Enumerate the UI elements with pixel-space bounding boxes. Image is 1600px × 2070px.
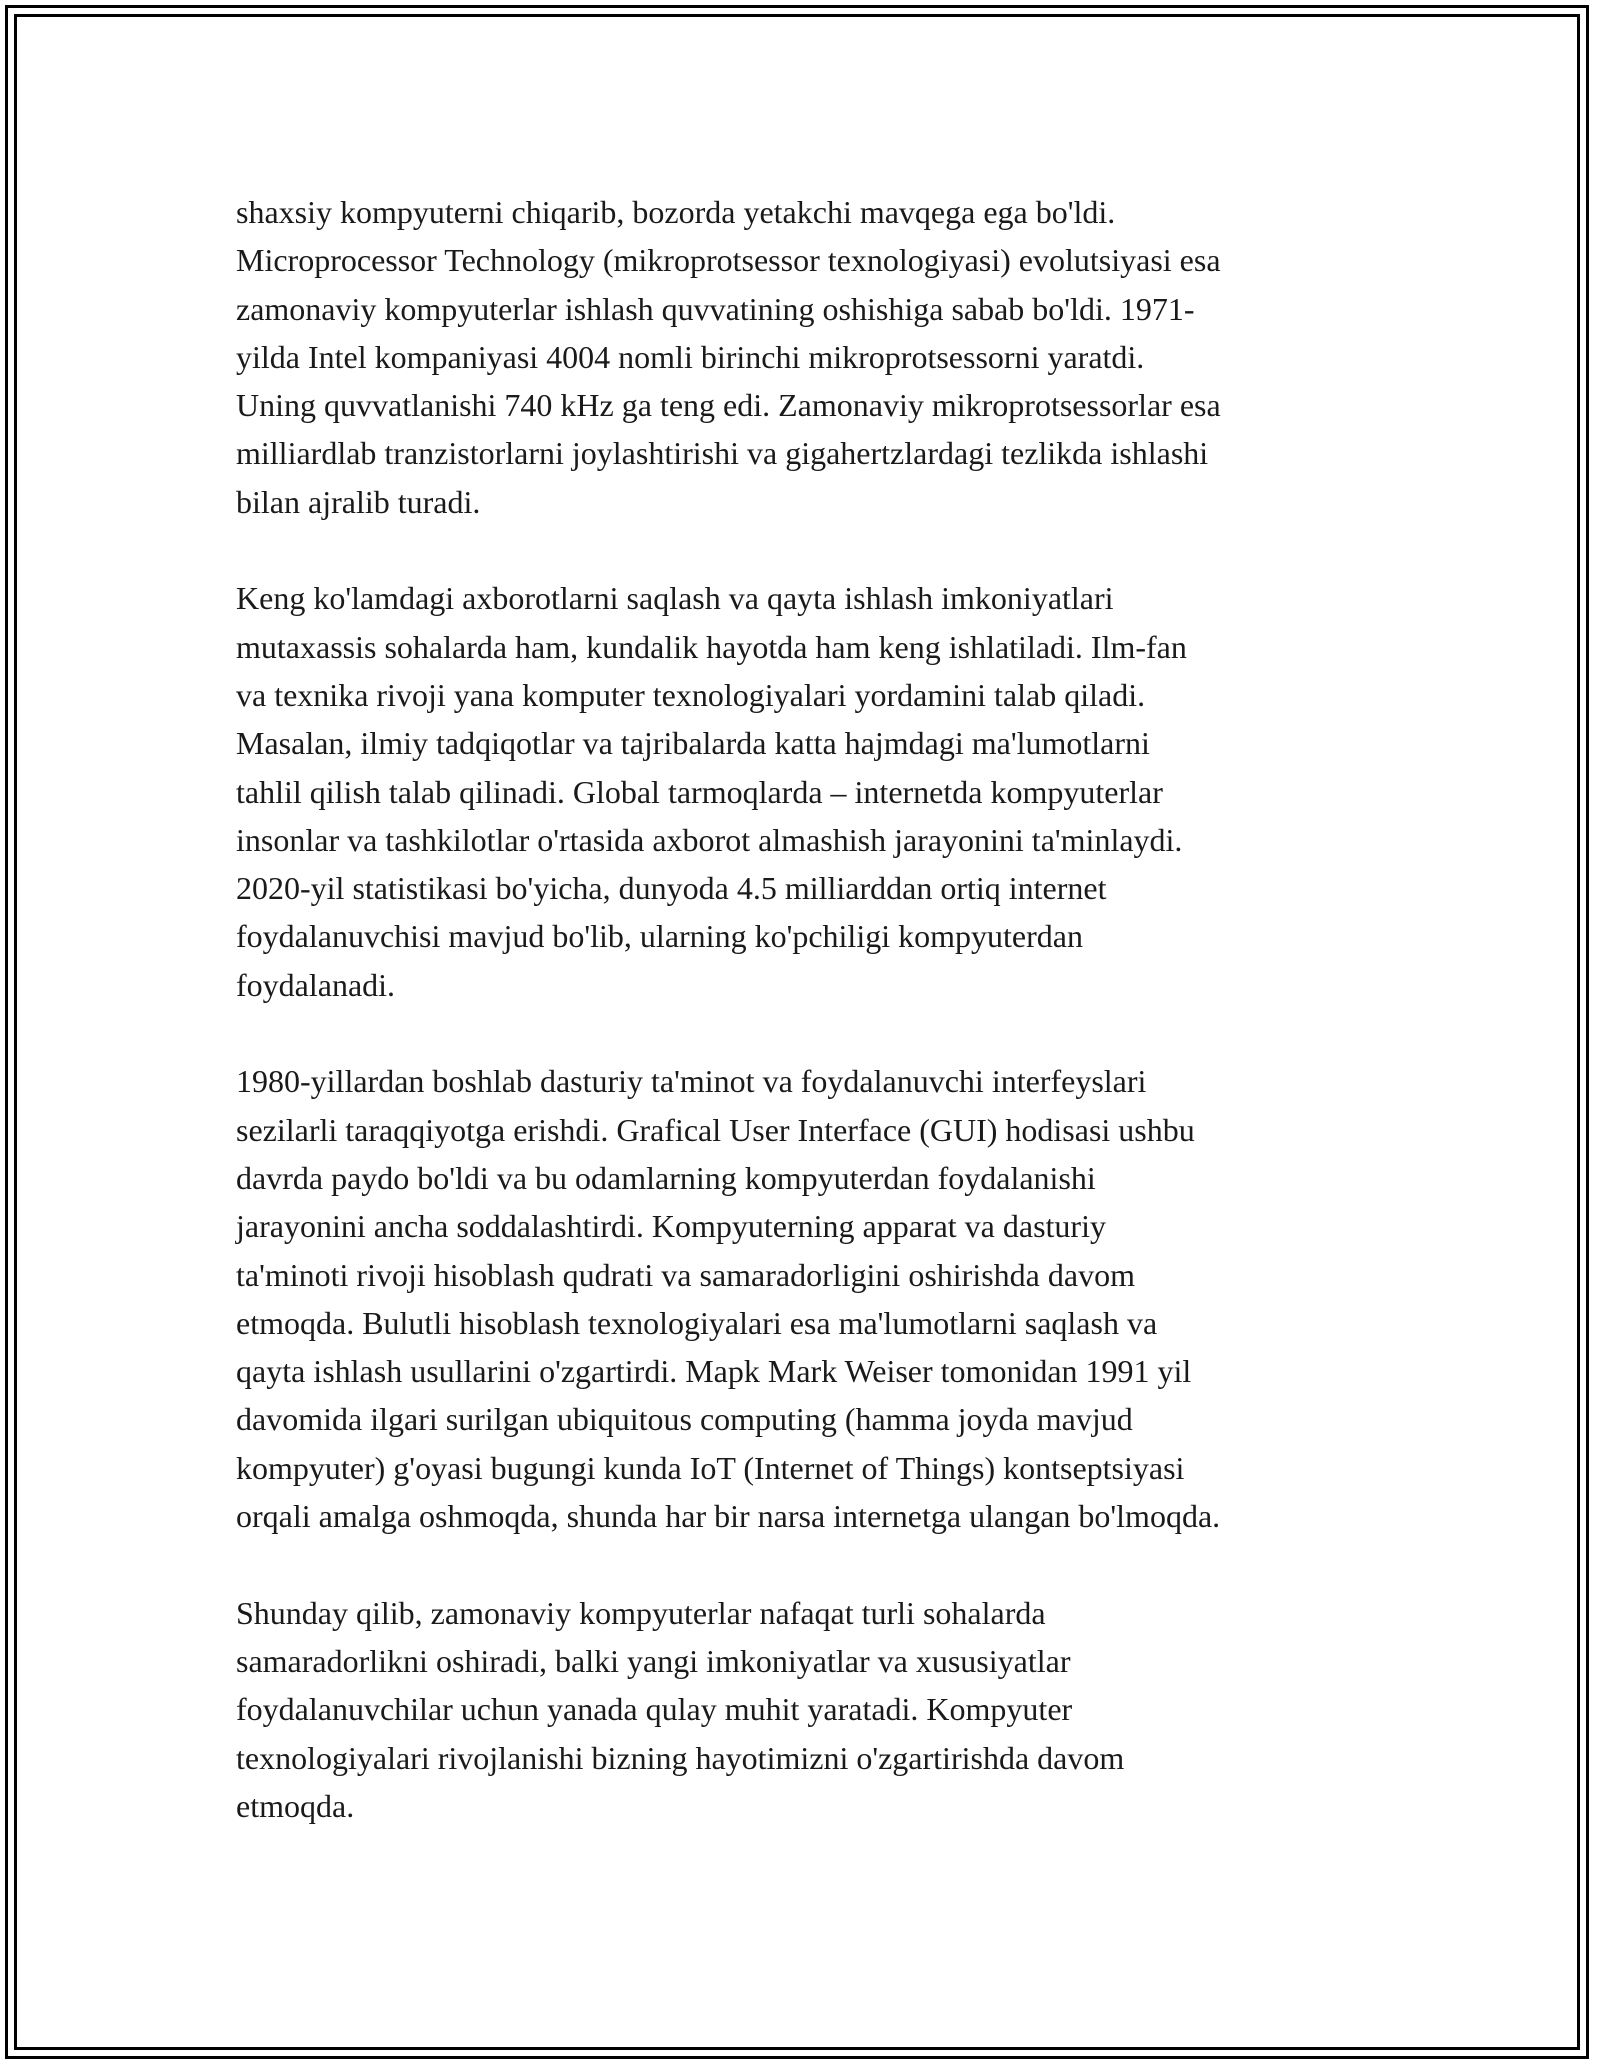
text-line: Masalan, ilmiy tadqiqotlar va tajribalarda katta hajmdagi ma'lumotlarni [236, 725, 1150, 762]
text-line: yilda Intel kompaniyasi 4004 nomli birinchi mikroprotsessorni yaratdi. [236, 338, 1145, 375]
paragraph-4 [236, 1589, 1376, 1830]
text-line: qayta ishlash usullarini o'zgartirdi. Mapk Mark Weiser tomonidan 1991 yil [236, 1353, 1192, 1390]
text-line: davrda paydo bo'ldi va bu odamlarning kompyuterdan foydalanishi [236, 1159, 1096, 1196]
text-line: etmoqda. Bulutli hisoblash texnologiyalari esa ma'lumotlarni saqlash va [236, 1304, 1158, 1341]
text-line: texnologiyalari rivojlanishi bizning hayotimizni o'zgartirishda davom [236, 1739, 1125, 1776]
text-line: kompyuter) g'oyasi bugungi kunda IoT (Internet of Things) kontseptsiyasi [236, 1449, 1185, 1486]
document-body [236, 188, 1376, 1878]
text-line: Microprocessor Technology (mikroprotsessor texnologiyasi) evolutsiyasi esa [236, 242, 1221, 279]
text-line: milliardlab tranzistorlarni joylashtirishi va gigahertzlardagi tezlikda ishlashi [236, 435, 1209, 472]
text-line: jarayonini ancha soddalashtirdi. Kompyuterning apparat va dasturiy [236, 1208, 1106, 1245]
text-line: orqali amalga oshmoqda, shunda har bir narsa internetga ulangan bo'lmoqda. [236, 1498, 1221, 1535]
text-line: insonlar va tashkilotlar o'rtasida axborot almashish jarayonini ta'minlaydi. [236, 821, 1183, 858]
text-line: sezilarli taraqqiyotga erishdi. Grafical User Interface (GUI) hodisasi ushbu [236, 1111, 1195, 1148]
paragraph-3 [236, 1057, 1376, 1540]
text-line: Shunday qilib, zamonaviy kompyuterlar nafaqat turli sohalarda [236, 1594, 1046, 1631]
text-line: foydalanadi. [236, 966, 396, 1003]
text-line: foydalanuvchilar uchun yanada qulay muhit yaratadi. Kompyuter [236, 1691, 1073, 1728]
text-line: va texnika rivoji yana komputer texnologiyalari yordamini talab qiladi. [236, 676, 1146, 713]
text-line: tahlil qilish talab qilinadi. Global tarmoqlarda – internetda kompyuterlar [236, 773, 1163, 810]
text-line: zamonaviy kompyuterlar ishlash quvvatining oshishiga sabab bo'ldi. 1971- [236, 290, 1195, 327]
text-line: 2020-yil statistikasi bo'yicha, dunyoda 4.5 milliarddan ortiq internet [236, 870, 1107, 907]
text-line: davomida ilgari surilgan ubiquitous computing (hamma joyda mavjud [236, 1401, 1133, 1438]
text-line: bilan ajralib turadi. [236, 483, 481, 520]
text-line: 1980-yillardan boshlab dasturiy ta'minot va foydalanuvchi interfeyslari [236, 1063, 1147, 1100]
text-line: Uning quvvatlanishi 740 kHz ga teng edi. Zamonaviy mikroprotsessorlar esa [236, 387, 1221, 424]
text-line: ta'minoti rivoji hisoblash qudrati va samaradorligini oshirishda davom [236, 1256, 1135, 1293]
text-line: etmoqda. [236, 1787, 355, 1824]
text-line: mutaxassis sohalarda ham, kundalik hayotda ham keng ishlatiladi. Ilm-fan [236, 628, 1187, 665]
text-line: samaradorlikni oshiradi, balki yangi imkoniyatlar va xususiyatlar [236, 1642, 1071, 1679]
text-line: foydalanuvchisi mavjud bo'lib, ularning ko'pchiligi kompyuterdan [236, 918, 1083, 955]
paragraph-2 [236, 574, 1376, 1009]
paragraph-1 [236, 188, 1376, 526]
text-line: Keng ko'lamdagi axborotlarni saqlash va qayta ishlash imkoniyatlari [236, 580, 1114, 617]
text-line: shaxsiy kompyuterni chiqarib, bozorda yetakchi mavqega ega bo'ldi. [236, 194, 1116, 230]
